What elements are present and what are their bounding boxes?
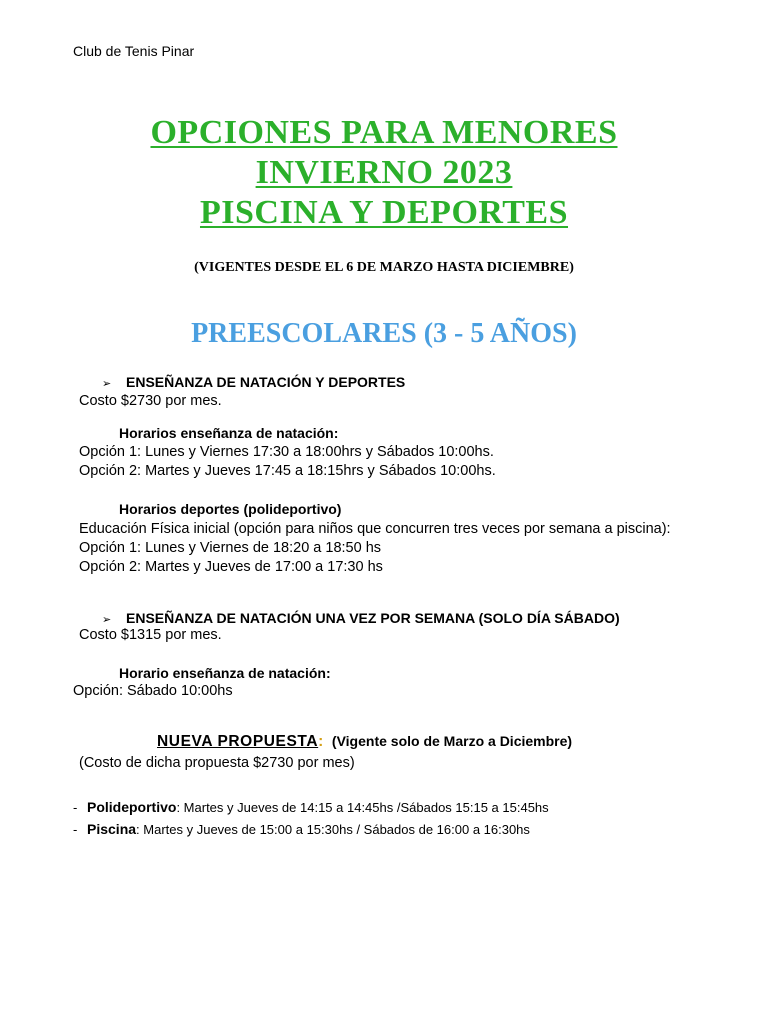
list-item-detail: : Martes y Jueves de 15:00 a 15:30hs / Sábados de 16:00 a 16:30hs bbox=[136, 822, 530, 837]
block1-sports-heading: Horarios deportes (polideportivo) bbox=[119, 501, 342, 517]
club-name: Club de Tenis Pinar bbox=[73, 43, 195, 59]
dash-bullet: - bbox=[73, 822, 78, 837]
block2-swim-option: Opción: Sábado 10:00hs bbox=[73, 683, 233, 699]
list-item bbox=[73, 799, 549, 815]
nueva-propuesta-colon: : bbox=[318, 733, 324, 750]
title-line-3: PISCINA Y DEPORTES bbox=[199, 194, 569, 231]
title-line-2: INVIERNO 2023 bbox=[255, 154, 513, 191]
list-item-name: Piscina bbox=[87, 821, 137, 837]
section-title: PREESCOLARES (3 - 5 AÑOS) bbox=[191, 318, 577, 349]
list-item bbox=[73, 821, 530, 837]
block1-swim-option-2: Opción 2: Martes y Jueves 17:45 a 18:15hrs y Sábados 10:00hs. bbox=[79, 463, 496, 479]
block2-cost: Costo $1315 por mes. bbox=[79, 627, 222, 643]
block2-heading-text: ENSEÑANZA DE NATACIÓN UNA VEZ POR SEMANA (SOLO DÍA SÁBADO) bbox=[126, 610, 620, 626]
block1-heading-text: ENSEÑANZA DE NATACIÓN Y DEPORTES bbox=[126, 374, 406, 390]
nueva-propuesta-heading bbox=[157, 733, 572, 751]
list-item-detail: : Martes y Jueves de 14:15 a 14:45hs /Sábados 15:15 a 15:45hs bbox=[176, 800, 549, 815]
block1-sports-option-2: Opción 2: Martes y Jueves de 17:00 a 17:30 hs bbox=[79, 559, 383, 575]
block1-cost: Costo $2730 por mes. bbox=[79, 393, 222, 409]
block2-heading bbox=[102, 610, 620, 626]
block1-swim-option-1: Opción 1: Lunes y Viernes 17:30 a 18:00hrs y Sábados 10:00hs. bbox=[79, 444, 494, 460]
dash-bullet: - bbox=[73, 800, 78, 815]
block1-swim-heading: Horarios enseñanza de natación: bbox=[119, 425, 339, 441]
nueva-propuesta-label: NUEVA PROPUESTA bbox=[157, 733, 319, 750]
vigencia-note: (VIGENTES DESDE EL 6 DE MARZO HASTA DICIEMBRE) bbox=[194, 260, 574, 275]
arrow-bullet-icon: ➢ bbox=[102, 378, 112, 390]
block1-sports-note: Educación Física inicial (opción para niños que concurren tres veces por semana a piscina): bbox=[79, 521, 671, 537]
block2-swim-heading: Horario enseñanza de natación: bbox=[119, 665, 331, 681]
list-item-name: Polideportivo bbox=[87, 799, 177, 815]
block1-sports-option-1: Opción 1: Lunes y Viernes de 18:20 a 18:50 hs bbox=[79, 540, 382, 556]
block1-heading bbox=[102, 374, 405, 390]
arrow-bullet-icon: ➢ bbox=[102, 614, 112, 626]
title-line-1: OPCIONES PARA MENORES bbox=[150, 114, 618, 151]
nueva-propuesta-cost: (Costo de dicha propuesta $2730 por mes) bbox=[79, 755, 355, 771]
nueva-propuesta-vigencia: (Vigente solo de Marzo a Diciembre) bbox=[331, 733, 573, 749]
